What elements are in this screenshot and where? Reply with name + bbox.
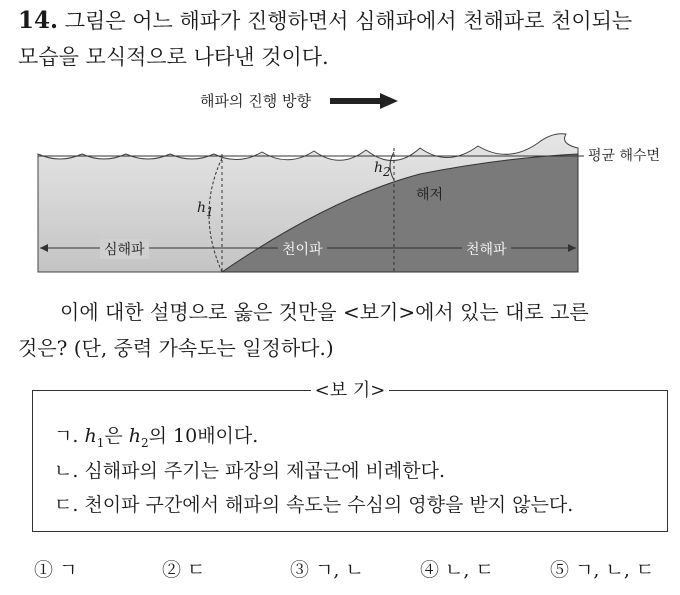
choice-1[interactable]: ① ㄱ [34, 559, 78, 581]
sea-level-label: 평균 해수면 [588, 148, 661, 164]
prompt-line-2: 것은? (단, 중력 가속도는 일정하다.) [18, 336, 334, 360]
bogi-item-1: ㄱ. $h_1$은 $h_2$의 10배이다. [54, 425, 259, 450]
question-text-2: 모습을 모식적으로 나타낸 것이다. [18, 45, 329, 69]
answer-choices [34, 555, 674, 585]
zone-deep-label: 심해파 [100, 239, 149, 259]
zone-shallow-label: 천해파 [462, 239, 511, 259]
zone-transition-label: 천이파 [278, 239, 327, 259]
wave-transition-figure [0, 88, 680, 288]
h1-label: $h_1$ [197, 200, 214, 219]
direction-arrow-head [380, 93, 398, 109]
direction-arrow-body [330, 98, 380, 104]
seafloor-label: 해저 [416, 187, 444, 203]
prompt-line-1: 이에 대한 설명으로 옳은 것만을 <보기>에서 있는 대로 고른 [60, 300, 589, 324]
choice-2[interactable]: ② ㄷ [162, 559, 206, 581]
question-text-1: 그림은 어느 해파가 진행하면서 심해파에서 천해파로 천이되는 [64, 9, 633, 33]
bogi-title: <보 기> [0, 376, 680, 402]
choice-3[interactable]: ③ ㄱ, ㄴ [290, 559, 364, 581]
h2-label: $h_2$ [374, 160, 391, 179]
direction-label: 해파의 진행 방향 [200, 92, 311, 110]
choice-4[interactable]: ④ ㄴ, ㄷ [420, 559, 494, 581]
bogi-item-3: ㄷ. 천이파 구간에서 해파의 속도는 수심의 영향을 받지 않는다. [54, 494, 574, 516]
bogi-item-2: ㄴ. 심해파의 주기는 파장의 제곱근에 비례한다. [54, 460, 446, 482]
choice-5[interactable]: ⑤ ㄱ, ㄴ, ㄷ [550, 559, 655, 581]
question-number: 14. [18, 7, 59, 34]
question-line-1 [18, 6, 632, 36]
